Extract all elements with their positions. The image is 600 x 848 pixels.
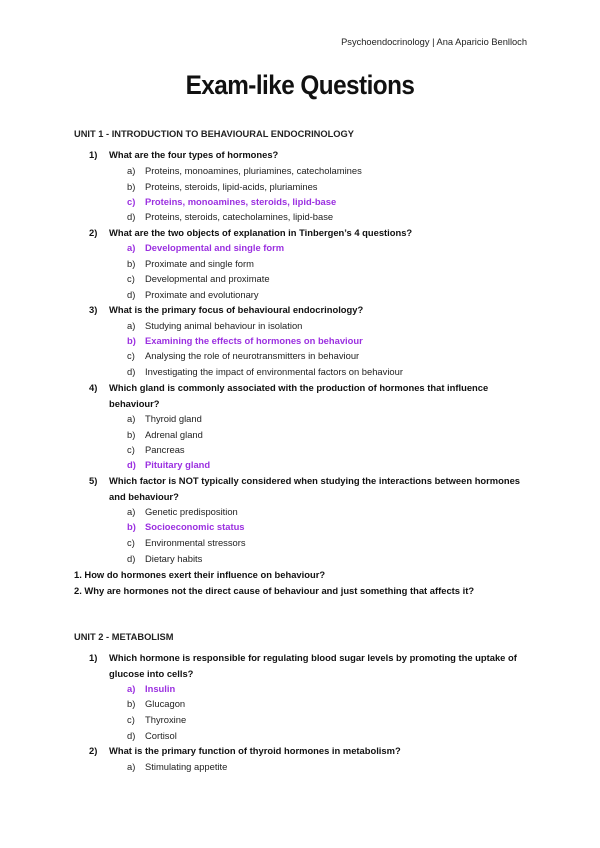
question xyxy=(89,650,529,682)
question xyxy=(89,380,529,412)
question-number: 1) xyxy=(89,149,98,160)
option-text: Stimulating appetite xyxy=(145,761,228,772)
option-letter: a) xyxy=(127,413,136,424)
answer-option xyxy=(127,428,203,442)
option-letter: d) xyxy=(127,730,136,741)
question-number: 2) xyxy=(89,227,98,238)
question-text: Which hormone is responsible for regulating blood sugar levels by promoting the uptake of glucose into cells? xyxy=(109,652,517,679)
question-number: 3) xyxy=(89,304,98,315)
answer-option xyxy=(127,288,259,302)
option-letter: a) xyxy=(127,242,136,253)
answer-option xyxy=(127,272,270,286)
correct-answer-option xyxy=(127,682,175,696)
option-text: Glucagon xyxy=(145,698,186,709)
option-text: Thyroxine xyxy=(145,714,187,725)
option-text: Examining the effects of hormones on behaviour xyxy=(145,335,363,346)
option-text: Cortisol xyxy=(145,730,177,741)
question-number: 1) xyxy=(89,652,98,663)
answer-option xyxy=(127,552,202,566)
correct-answer-option xyxy=(127,241,284,255)
question xyxy=(89,225,529,241)
option-text: Analysing the role of neurotransmitters in behaviour xyxy=(145,350,360,361)
unit-heading: UNIT 2 - METABOLISM xyxy=(74,632,174,642)
answer-option xyxy=(127,697,185,711)
answer-option xyxy=(127,164,362,178)
option-letter: a) xyxy=(127,683,136,694)
option-text: Studying animal behaviour in isolation xyxy=(145,320,303,331)
option-text: Proteins, steroids, catecholamines, lipid-base xyxy=(145,211,334,222)
correct-answer-option xyxy=(127,334,363,348)
question-number: 4) xyxy=(89,382,98,393)
option-letter: c) xyxy=(127,444,135,455)
option-letter: d) xyxy=(127,289,136,300)
option-text: Pancreas xyxy=(145,444,185,455)
question-number: 5) xyxy=(89,475,98,486)
page-title: Exam-like Questions xyxy=(185,70,415,100)
page-header: Psychoendocrinology | Ana Aparicio Benlloch xyxy=(341,37,527,47)
option-text: Proteins, steroids, lipid-acids, pluriamines xyxy=(145,181,318,192)
answer-option xyxy=(127,505,238,519)
option-text: Proximate and single form xyxy=(145,258,254,269)
option-text: Proteins, monoamines, steroids, lipid-base xyxy=(145,196,337,207)
correct-answer-option xyxy=(127,458,210,472)
question-text: Which gland is commonly associated with the production of hormones that influence behaviour? xyxy=(109,382,489,409)
answer-option xyxy=(127,210,333,224)
option-text: Socioeconomic status xyxy=(145,521,245,532)
question xyxy=(89,147,529,163)
unit-heading: UNIT 1 - INTRODUCTION TO BEHAVIOURAL ENDOCRINOLOGY xyxy=(74,129,354,139)
option-text: Environmental stressors xyxy=(145,537,246,548)
answer-option xyxy=(127,365,403,379)
option-letter: c) xyxy=(127,537,135,548)
answer-option xyxy=(127,180,317,194)
option-letter: b) xyxy=(127,698,136,709)
answer-option xyxy=(127,536,246,550)
question-text: What is the primary function of thyroid hormones in metabolism? xyxy=(109,745,401,756)
option-text: Genetic predisposition xyxy=(145,506,238,517)
option-text: Proteins, monoamines, pluriamines, catecholamines xyxy=(145,165,362,176)
option-text: Developmental and single form xyxy=(145,242,285,253)
option-text: Insulin xyxy=(145,683,176,694)
option-letter: d) xyxy=(127,459,136,470)
option-letter: c) xyxy=(127,196,136,207)
answer-option xyxy=(127,729,177,743)
option-letter: d) xyxy=(127,366,136,377)
answer-option xyxy=(127,443,185,457)
option-letter: c) xyxy=(127,714,135,725)
option-letter: b) xyxy=(127,521,136,532)
option-letter: a) xyxy=(127,320,136,331)
answer-option xyxy=(127,349,359,363)
question xyxy=(89,302,529,318)
option-text: Thyroid gland xyxy=(145,413,202,424)
option-text: Dietary habits xyxy=(145,553,203,564)
option-letter: b) xyxy=(127,258,136,269)
option-text: Investigating the impact of environmental factors on behaviour xyxy=(145,366,403,377)
option-letter: b) xyxy=(127,335,136,346)
option-letter: c) xyxy=(127,273,135,284)
option-letter: d) xyxy=(127,553,136,564)
question xyxy=(89,473,529,505)
option-text: Proximate and evolutionary xyxy=(145,289,259,300)
question-number: 2) xyxy=(89,745,98,756)
correct-answer-option xyxy=(127,195,336,209)
option-text: Developmental and proximate xyxy=(145,273,270,284)
answer-option xyxy=(127,319,302,333)
answer-option xyxy=(127,412,202,426)
answer-option xyxy=(127,257,254,271)
question-text: Which factor is NOT typically considered when studying the interactions between hormones and behaviour? xyxy=(109,475,521,502)
option-letter: b) xyxy=(127,181,136,192)
question-text: What are the four types of hormones? xyxy=(109,149,279,160)
open-question: 2. Why are hormones not the direct cause of behaviour and just something that affects it? xyxy=(74,585,475,596)
answer-option xyxy=(127,713,186,727)
option-letter: a) xyxy=(127,761,136,772)
question-text: What is the primary focus of behavioural endocrinology? xyxy=(109,304,364,315)
correct-answer-option xyxy=(127,520,245,534)
question-text: What are the two objects of explanation in Tinbergen’s 4 questions? xyxy=(109,227,413,238)
option-letter: a) xyxy=(127,506,136,517)
option-letter: c) xyxy=(127,350,135,361)
option-letter: a) xyxy=(127,165,136,176)
open-question: 1. How do hormones exert their influence on behaviour? xyxy=(74,569,326,580)
option-letter: b) xyxy=(127,429,136,440)
question xyxy=(89,743,529,759)
option-letter: d) xyxy=(127,211,136,222)
option-text: Adrenal gland xyxy=(145,429,203,440)
option-text: Pituitary gland xyxy=(145,459,211,470)
answer-option xyxy=(127,760,227,774)
